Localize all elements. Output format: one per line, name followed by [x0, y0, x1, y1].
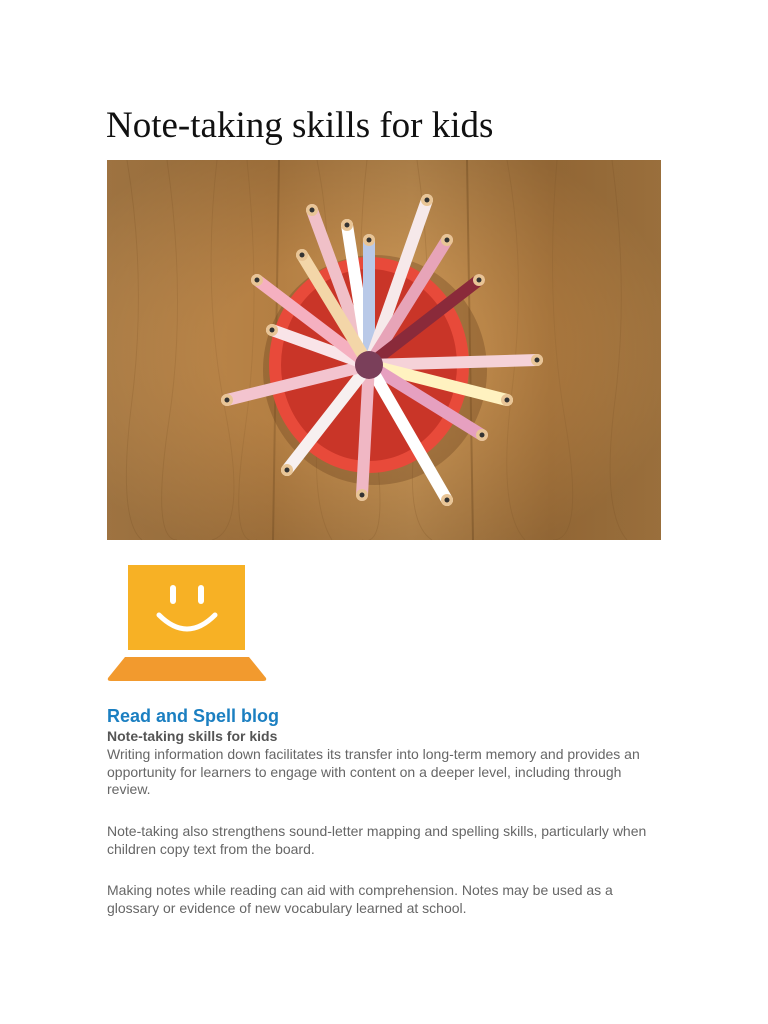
smiley-laptop-icon [107, 563, 267, 683]
page-title: Note-taking skills for kids [106, 105, 494, 146]
pencil-cup-photo [107, 160, 661, 540]
paragraph-2: Note-taking also strengthens sound-letter mapping and spelling skills, particularly when children copy text from the board. [107, 823, 647, 857]
paragraph-3: Making notes while reading can aid with comprehension. Notes may be used as a glossary or evidence of new vocabulary learned at school. [107, 882, 613, 916]
paragraph-1: Writing information down facilitates its transfer into long-term memory and provides an opportunity for learners to engage with content on a deeper level, including through review. [107, 746, 640, 797]
blog-title: Read and Spell blog [107, 706, 280, 726]
post-subtitle: Note-taking skills for kids [107, 728, 278, 744]
